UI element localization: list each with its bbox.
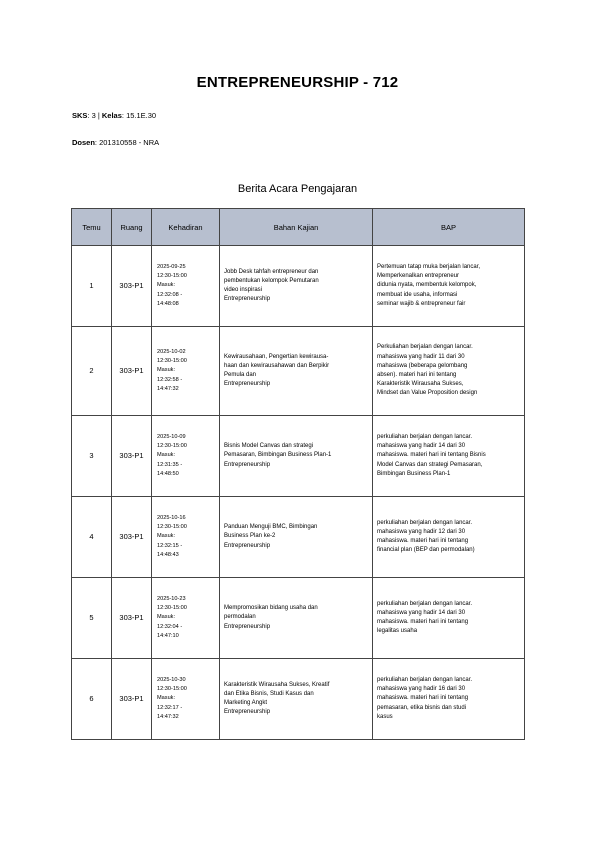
document-title: ENTREPRENEURSHIP - 712 — [196, 74, 399, 91]
kelas-label: Kelas — [101, 111, 122, 120]
bahan-line: Bisnis Model Canvas dan strategi — [224, 443, 314, 450]
cell-temu — [72, 246, 112, 327]
bahan-line: Pemula dan — [224, 372, 257, 378]
header-temu: Temu — [72, 209, 112, 246]
bap-line: Bimbingan Business Plan-1 — [377, 470, 451, 477]
bap-line: membuat ide usaha, informasi — [377, 291, 458, 298]
bap-line: kasus — [377, 713, 393, 720]
bap-table — [71, 208, 525, 740]
header-kehadiran: Kehadiran — [152, 209, 220, 246]
kehadiran-keluar: 14:48:08 — [157, 300, 179, 307]
section-title: Berita Acara Pengajaran — [237, 183, 358, 195]
cell-bap — [373, 578, 525, 659]
kehadiran-time: 12:30-15:00 — [157, 358, 187, 365]
temu-value: 1 — [89, 281, 94, 291]
cell-kehadiran — [152, 497, 220, 578]
temu-value: 4 — [89, 532, 94, 542]
kehadiran-masuk-label: Masuk: — [157, 452, 176, 459]
cell-bahan-kajian — [220, 246, 373, 327]
cell-temu — [72, 578, 112, 659]
kehadiran-keluar: 14:47:32 — [157, 385, 179, 392]
table-row — [72, 659, 525, 740]
bap-line: mahasiswa yang hadir 14 dari 30 — [377, 443, 466, 450]
bap-line: mahasiswa yang hadir 14 dari 30 — [377, 609, 466, 616]
kehadiran-masuk: 12:31:35 - — [157, 461, 183, 468]
table-row — [72, 497, 525, 578]
bap-line: mahasiswa. materi hari ini tentang — [377, 619, 469, 625]
kehadiran-date: 2025-09-25 — [157, 263, 186, 270]
kehadiran-masuk-label: Masuk: — [157, 367, 176, 374]
bahan-line: Karakteristik Wirausaha Sukses, Kreatif — [224, 681, 330, 688]
cell-ruang — [112, 578, 152, 659]
kehadiran-masuk-label: Masuk: — [157, 282, 176, 289]
bap-line: Pertemuan tatap muka berjalan lancar, — [377, 263, 481, 270]
bap-line: Memperkenalkan entrepreneur — [377, 273, 460, 280]
bahan-line: Business Plan ke-2 — [224, 533, 276, 540]
temu-value: 6 — [89, 694, 94, 704]
temu-value: 5 — [89, 613, 94, 623]
kehadiran-keluar: 14:48:50 — [157, 470, 179, 477]
bap-line: legalitas usaha — [377, 628, 418, 635]
kehadiran-masuk: 12:32:58 - — [157, 376, 183, 383]
cell-bap — [373, 246, 525, 327]
bap-line: absen). materi hari ini tentang — [377, 372, 457, 378]
dosen-label: Dosen — [72, 138, 95, 147]
bahan-line: Entrepreneurship — [224, 381, 271, 388]
kehadiran-time: 12:30-15:00 — [157, 686, 187, 693]
cell-kehadiran — [152, 327, 220, 416]
kehadiran-masuk-label: Masuk: — [157, 614, 176, 621]
bap-line: mahasiswa yang hadir 12 dari 30 — [377, 528, 466, 535]
bap-line: financial plan (BEP dan permodalan) — [377, 547, 475, 554]
bahan-line: Kewirausahaan, Pengertian kewirausa- — [224, 353, 329, 360]
bap-line: pemasaran, etika bisnis dan studi — [377, 704, 467, 711]
bahan-line: Mempromosikan bidang usaha dan — [224, 605, 318, 612]
header-bahan-kajian: Bahan Kajian — [220, 209, 373, 246]
cell-bap — [373, 416, 525, 497]
bahan-line: Entrepreneurship — [224, 461, 271, 468]
bap-line: mahasiswa yang hadir 11 dari 30 — [377, 353, 465, 360]
cell-temu — [72, 416, 112, 497]
cell-kehadiran — [152, 578, 220, 659]
cell-temu — [72, 327, 112, 416]
ruang-value: 303-P1 — [119, 613, 144, 623]
kehadiran-time: 12:30-15:00 — [157, 605, 187, 612]
ruang-value: 303-P1 — [119, 451, 144, 461]
kehadiran-time: 12:30-15:00 — [157, 273, 187, 280]
sks-value: : 3 — [87, 111, 96, 120]
cell-ruang — [112, 659, 152, 740]
separator: | — [95, 111, 102, 120]
temu-value: 2 — [89, 366, 94, 376]
bap-line: Karakteristik Wirausaha Sukses, — [377, 381, 464, 388]
bap-line: perkuliahan berjalan dengan lancar. — [377, 600, 473, 607]
kehadiran-date: 2025-10-23 — [157, 595, 186, 602]
cell-ruang — [112, 497, 152, 578]
kehadiran-date: 2025-10-16 — [157, 514, 186, 521]
header-bap: BAP — [373, 209, 525, 246]
bap-line: perkuliahan berjalan dengan lancar. — [377, 676, 473, 683]
bap-line: Model Canvas dan strategi Pemasaran, — [377, 461, 483, 468]
cell-bahan-kajian — [220, 578, 373, 659]
table-row — [72, 578, 525, 659]
cell-bahan-kajian — [220, 327, 373, 416]
kehadiran-date: 2025-10-02 — [157, 348, 186, 355]
bap-line: perkuliahan berjalan dengan lancar. — [377, 433, 473, 440]
bahan-line: video inspirasi — [224, 287, 263, 293]
cell-kehadiran — [152, 659, 220, 740]
kehadiran-masuk-label: Masuk: — [157, 533, 176, 540]
bahan-line: haan dan kewirausahawan dan Berpikir — [224, 362, 330, 369]
bahan-line: pembentukan kelompok Pemutaran — [224, 277, 319, 284]
cell-temu — [72, 497, 112, 578]
bap-line: seminar wajib & entrepreneur fair — [377, 300, 466, 307]
cell-bap — [373, 327, 525, 416]
table-row — [72, 416, 525, 497]
ruang-value: 303-P1 — [119, 366, 144, 376]
bahan-line: Marketing Angkt — [224, 700, 268, 706]
temu-value: 3 — [89, 451, 94, 461]
kehadiran-date: 2025-10-30 — [157, 676, 186, 683]
cell-bap — [373, 497, 525, 578]
bahan-line: Jobb Desk tahfah entrepreneur dan — [224, 268, 319, 275]
cell-temu — [72, 659, 112, 740]
bap-line: mahasiswa (beberapa gelombang — [377, 362, 468, 369]
dosen-value: : 201310558 - NRA — [94, 138, 160, 147]
bap-line: perkuliahan berjalan dengan lancar. — [377, 519, 473, 526]
kehadiran-keluar: 14:48:43 — [157, 551, 179, 558]
bap-line: mahasiswa. materi hari ini tentang — [377, 538, 469, 544]
cell-kehadiran — [152, 246, 220, 327]
kehadiran-masuk: 12:32:15 - — [157, 542, 183, 549]
kehadiran-date: 2025-10-09 — [157, 433, 186, 440]
ruang-value: 303-P1 — [119, 532, 144, 542]
bap-line: Perkuliahan berjalan dengan lancar. — [377, 344, 473, 351]
bahan-line: Entrepreneurship — [224, 296, 271, 303]
cell-ruang — [112, 246, 152, 327]
header-ruang: Ruang — [112, 209, 152, 246]
table-row — [72, 246, 525, 327]
bahan-line: Pemasaran, Bimbingan Business Plan-1 — [224, 452, 332, 459]
table-header-row — [72, 209, 525, 246]
kehadiran-masuk: 12:32:04 - — [157, 623, 183, 630]
cell-bahan-kajian — [220, 416, 373, 497]
sks-kelas-line — [72, 111, 156, 120]
bap-line: Mindset dan Value Proposition design — [377, 390, 478, 397]
kehadiran-keluar: 14:47:32 — [157, 713, 179, 720]
table-body — [72, 246, 525, 740]
bahan-line: Entrepreneurship — [224, 623, 271, 630]
cell-bahan-kajian — [220, 659, 373, 740]
dosen-line — [72, 138, 159, 147]
kehadiran-time: 12:30-15:00 — [157, 443, 187, 450]
cell-ruang — [112, 327, 152, 416]
kehadiran-masuk: 12:32:08 - — [157, 291, 183, 298]
kehadiran-keluar: 14:47:10 — [157, 632, 179, 639]
bap-line: mahasiswa yang hadir 16 dari 30 — [377, 686, 466, 693]
kehadiran-masuk: 12:32:17 - — [157, 704, 183, 711]
cell-bap — [373, 659, 525, 740]
bahan-line: dan Etika Bisnis, Studi Kasus dan — [224, 690, 314, 697]
kehadiran-masuk-label: Masuk: — [157, 695, 176, 702]
bahan-line: permodalan — [224, 614, 256, 621]
kehadiran-time: 12:30-15:00 — [157, 524, 187, 531]
kelas-value: : 15.1E.30 — [121, 111, 157, 120]
table-row — [72, 327, 525, 416]
cell-ruang — [112, 416, 152, 497]
bahan-line: Panduan Menguji BMC, Bimbingan — [224, 524, 318, 531]
ruang-value: 303-P1 — [119, 281, 144, 291]
bap-line: mahasiswa. materi hari ini tentang Bisnis — [377, 452, 486, 459]
ruang-value: 303-P1 — [119, 694, 144, 704]
bahan-line: Entrepreneurship — [224, 709, 271, 716]
cell-kehadiran — [152, 416, 220, 497]
sks-label: SKS — [72, 111, 88, 120]
bap-line: mahasiswa. materi hari ini tentang — [377, 695, 469, 702]
bahan-line: Entrepreneurship — [224, 542, 271, 549]
bap-line: didunia nyata, membentuk kelompok, — [377, 282, 477, 289]
cell-bahan-kajian — [220, 497, 373, 578]
